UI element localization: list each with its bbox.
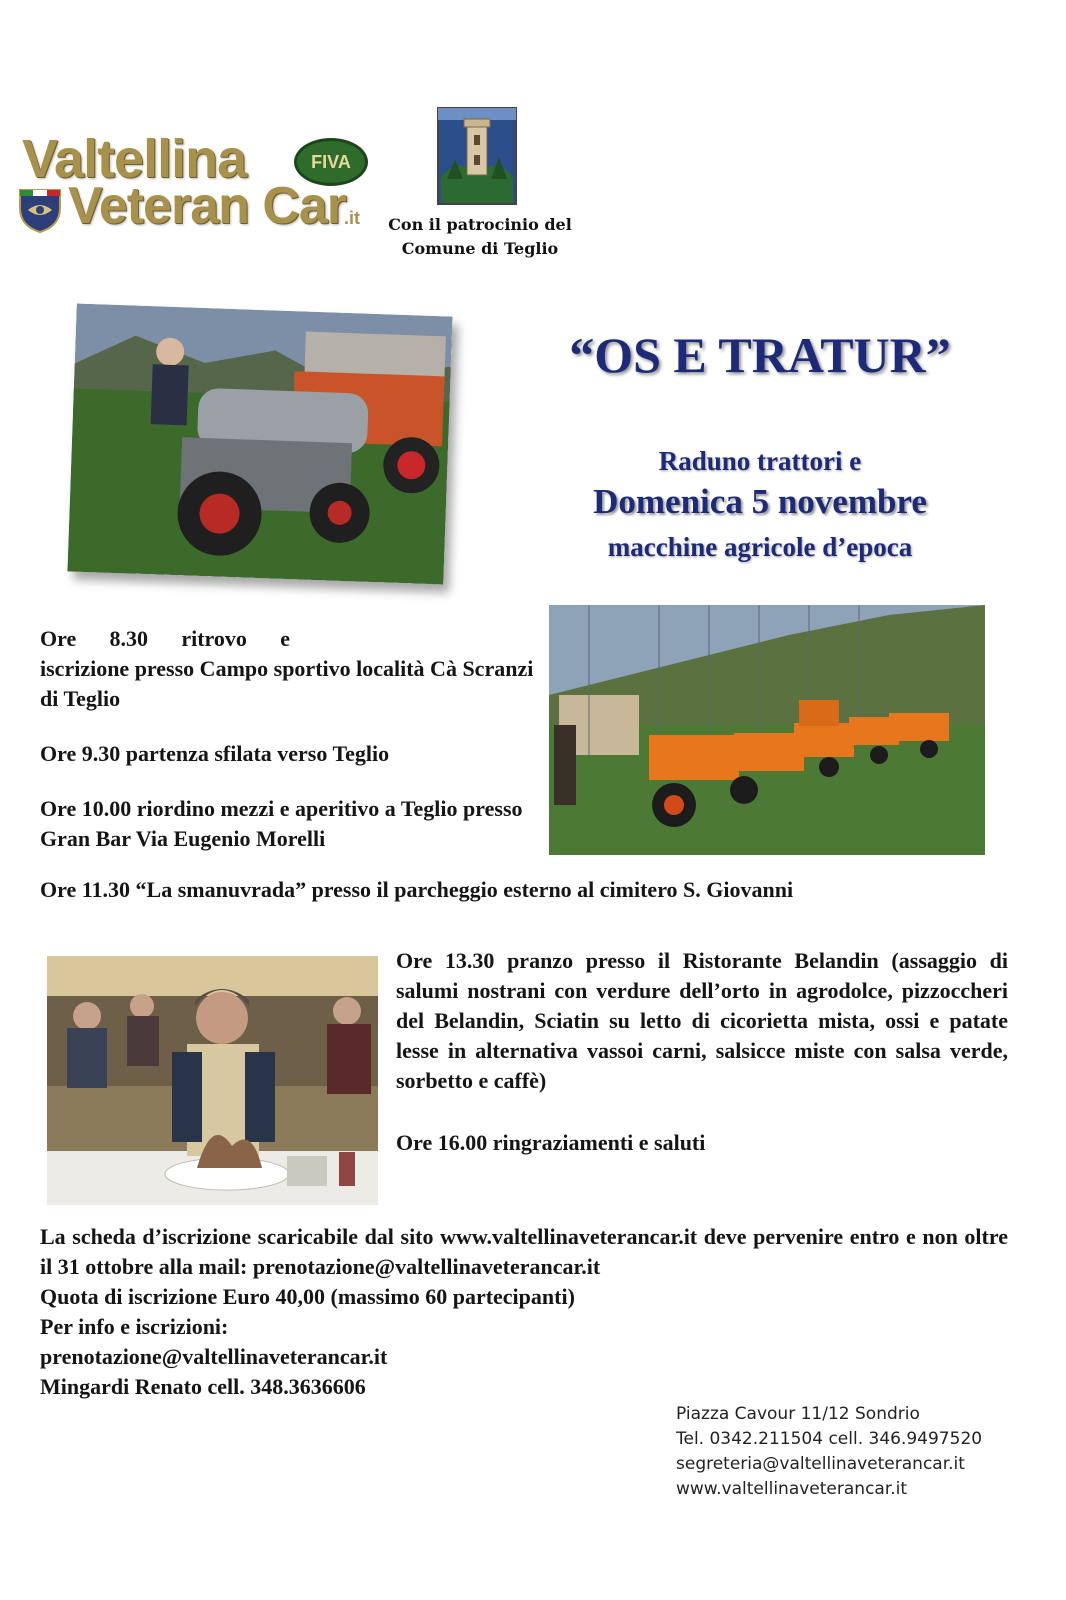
- program-item-1: [40, 624, 535, 714]
- address-phone: Tel. 0342.211504 cell. 346.9497520: [676, 1429, 983, 1449]
- program-item-2: Ore 9.30 partenza sfilata verso Teglio: [40, 741, 390, 766]
- registration-email: prenotazione@valtellinaveterancar.it: [40, 1344, 388, 1369]
- photo-grey-tractor: [67, 304, 452, 585]
- program-item-6: Ore 16.00 ringraziamenti e saluti: [396, 1130, 706, 1155]
- program-item-1-word-2: e: [280, 626, 290, 651]
- address-email: segreteria@valtellinaveterancar.it: [676, 1454, 965, 1474]
- address-website: www.valtellinaveterancar.it: [676, 1479, 908, 1499]
- registration-info: [40, 1222, 1008, 1402]
- logo-line-veteran-car: Veteran Car: [68, 177, 347, 235]
- photo-lunch: [47, 956, 378, 1205]
- logo-tld: .it: [344, 208, 360, 228]
- registration-fee: Quota di iscrizione Euro 40,00 (massimo 60 partecipanti): [40, 1284, 575, 1309]
- grey-tractor-image: [67, 304, 452, 585]
- program-item-1-word-1: ritrovo: [181, 626, 247, 651]
- lunch-image: [47, 956, 378, 1205]
- event-date: Domenica 5 novembre: [593, 482, 927, 521]
- patronage-note: [380, 213, 580, 261]
- program-item-1-time: 8.30: [109, 626, 149, 651]
- photo-orange-tractors: [549, 605, 985, 855]
- event-title: “OS E TRATUR”: [569, 327, 951, 383]
- club-address: [676, 1402, 1036, 1502]
- orange-tractors-image: [549, 605, 985, 855]
- comune-teglio-crest-icon: [437, 107, 517, 205]
- valtellina-veteran-car-logo: [18, 128, 378, 238]
- program-item-5: Ore 13.30 pranzo presso il Ristorante Belandin (assaggio di salumi nostrani con verdure dell’orto in agrodolce, pizzoccheri del Belandin, Sciatin su letto di cicorietta mista, ossi e patate lesse in alternativa vassoi carni, salsicce miste con salsa verde, sorbetto e caffè): [396, 948, 1008, 1093]
- registration-info-label: Per info e iscrizioni:: [40, 1314, 229, 1339]
- club-shield-icon: [18, 186, 62, 234]
- logo-line-valtellina: Valtellina: [22, 129, 247, 189]
- program-item-1-ore: Ore: [40, 626, 77, 651]
- registration-deadline: La scheda d’iscrizione scaricabile dal sito www.valtellinaveterancar.it deve pervenire entro e non oltre il 31 ottobre alla mail: prenotazione@valtellinaveterancar.it: [40, 1224, 1008, 1279]
- program-item-1-rest: iscrizione presso Campo sportivo località Cà Scranzi di Teglio: [40, 656, 534, 711]
- address-street: Piazza Cavour 11/12 Sondrio: [676, 1404, 920, 1424]
- event-subtitle-line-1: Raduno trattori e: [658, 446, 862, 476]
- patronage-line-1: Con il patrocinio del: [388, 215, 572, 234]
- event-subtitle-line-2: macchine agricole d’epoca: [607, 532, 913, 562]
- registration-contact: Mingardi Renato cell. 348.3636606: [40, 1374, 366, 1399]
- fiva-badge: FIVA: [294, 138, 368, 186]
- program-item-3: Ore 10.00 riordino mezzi e aperitivo a Teglio presso Gran Bar Via Eugenio Morelli: [40, 796, 523, 851]
- program-item-4: Ore 11.30 “La smanuvrada” presso il parcheggio esterno al cimitero S. Giovanni: [40, 877, 794, 902]
- program-item-1-first-line: [40, 624, 290, 654]
- patronage-line-2: Comune di Teglio: [401, 239, 559, 258]
